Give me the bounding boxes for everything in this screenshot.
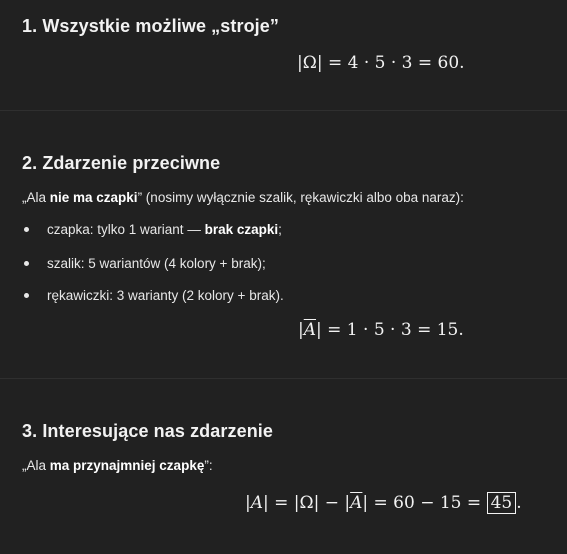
divider-1 (0, 110, 567, 111)
formula-complement-rhs: = 1 · 5 · 3 = 15. (321, 320, 464, 340)
divider-2 (0, 378, 567, 379)
bullet-end: ; (278, 222, 282, 237)
formula-complement-bar-right: | (316, 320, 322, 340)
target-intro (22, 458, 213, 473)
bullet-dot (24, 293, 29, 298)
complement-intro (22, 190, 464, 205)
formula-result-end: . (516, 493, 522, 513)
list-item (24, 288, 284, 303)
list-item (24, 222, 282, 237)
bullet-text: rękawiczki: 3 warianty (2 kolory + brak). (47, 288, 284, 303)
answer-box: 45 (487, 492, 517, 514)
bullet-text: czapka: tylko 1 wariant — (47, 222, 205, 237)
formula-result-part2: | = |Ω| − | (263, 493, 351, 513)
formula-result-abar: $\overline{A}$ (350, 493, 363, 513)
target-intro-pre: „Ala (22, 458, 50, 473)
formula-sample-space-lhs: |Ω| (297, 53, 323, 73)
bullet-text: szalik: 5 wariantów (4 kolory + brak); (47, 256, 266, 271)
formula-complement-bar-left: | (298, 320, 304, 340)
complement-intro-pre: „Ala (22, 190, 50, 205)
bullet-bold: brak czapki (204, 222, 279, 237)
formula-complement-abar: $\overline{A}$ (303, 320, 317, 340)
heading-complement-event: 2. Zdarzenie przeciwne (22, 153, 221, 173)
target-intro-post: ”: (204, 458, 213, 473)
bullet-dot (24, 261, 29, 266)
formula-result-part1: | (245, 493, 251, 513)
heading-target-event: 3. Interesujące nas zdarzenie (22, 421, 274, 441)
list-item (24, 256, 266, 271)
formula-result-a: A (250, 493, 264, 513)
formula-complement (298, 320, 464, 340)
formula-result-part3: | = 60 − 15 = (362, 493, 487, 513)
bullet-dot (24, 227, 29, 232)
complement-intro-post: ” (nosimy wyłącznie szalik, rękawiczki albo oba naraz): (137, 190, 464, 205)
formula-sample-space (297, 53, 465, 73)
formula-result (245, 492, 522, 514)
complement-intro-bold: nie ma czapki (49, 190, 138, 205)
heading-all-outfits: 1. Wszystkie możliwe „stroje” (22, 16, 279, 36)
target-intro-bold: ma przynajmniej czapkę (49, 458, 205, 473)
formula-sample-space-rhs: = 4 · 5 · 3 = 60. (322, 53, 465, 73)
